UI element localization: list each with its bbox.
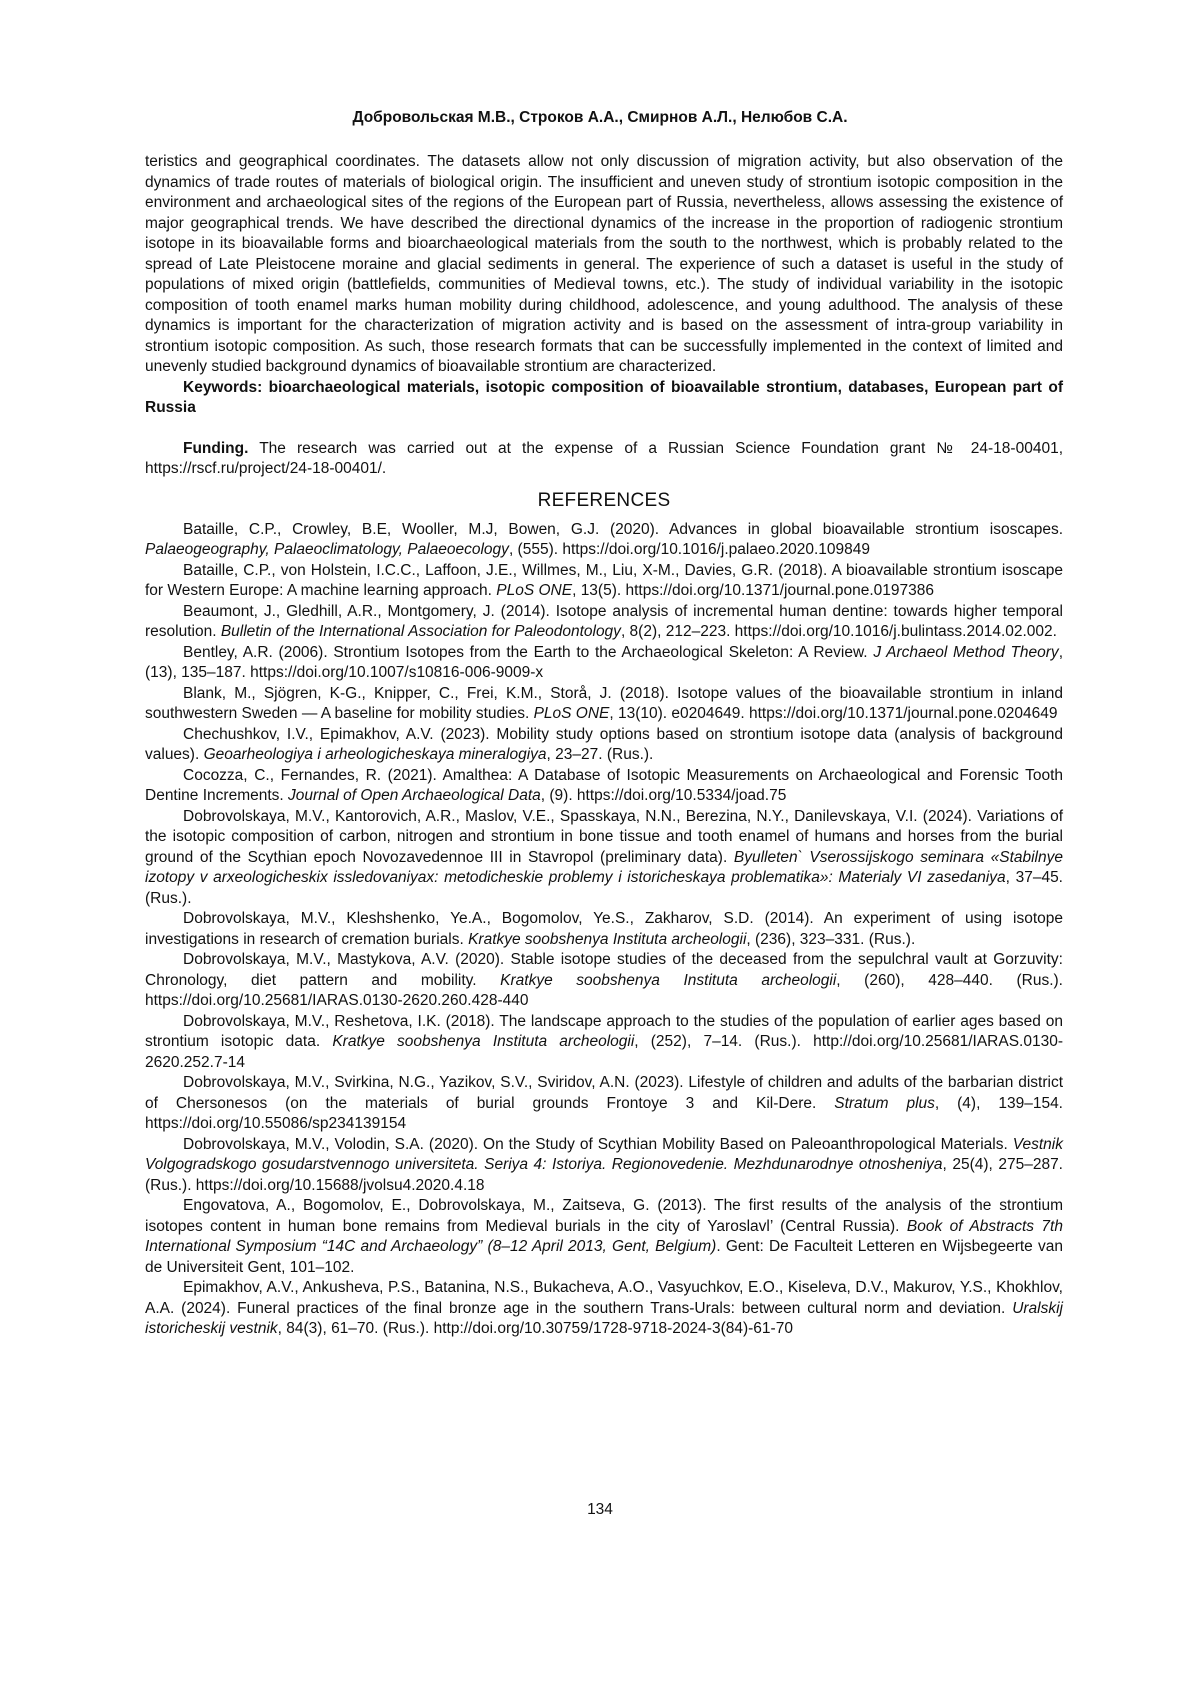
reference-entry [145, 561, 1063, 602]
reference-entry [145, 807, 1063, 910]
reference-text: Blank, M., Sjögren, K-G., Knipper, C., Frei, K.M., Storå, J. (2018). Isotope values of the bioavailable strontium in inland southwestern Sweden — A baseline for mobility studies. [145, 684, 1063, 722]
reference-entry [145, 1073, 1063, 1135]
reference-entry [145, 1278, 1063, 1340]
reference-entry [145, 602, 1063, 643]
reference-source-title: Kratkye soobshenya Instituta archeologii [468, 930, 747, 948]
funding-text: The research was carried out at the expense of a Russian Science Foundation grant № 24-18-00401, https://rscf.ru/project/24-18-00401/. [145, 439, 1063, 477]
reference-source-title: Uralskij istoricheskij vestnik [145, 1299, 1063, 1337]
reference-entry [145, 766, 1063, 807]
reference-details: , 84(3), 61–70. (Rus.). http://doi.org/10.30759/1728-9718-2024-3(84)-61-70 [277, 1320, 793, 1337]
reference-text: Dobrovolskaya, M.V., Mastykova, A.V. (2020). Stable isotope studies of the deceased from the sepulchral vault at Gorzuvity: Chronology, diet pattern and mobility. [145, 951, 1063, 989]
reference-source-title: Byulleten` Vserossijskogo seminara «Stabilnye izotopy v arxeologicheskix issledovaniyax: metodicheskie problemy i istoricheskaya problematika»: Materialy VI zasedaniya [145, 848, 1063, 886]
reference-details: , (13), 135–187. https://doi.org/10.1007/s10816-006-9009-x [145, 643, 1063, 681]
abstract-continuation: teristics and geographical coordinates. The datasets allow not only discussion of migration activity, but also observation of the dynamics of trade routes of materials of biological origin. The insufficient and uneven study of strontium isotopic composition in the environment and archaeological sites of the regions of the European part of Russia, nevertheless, allows assessing the existence of major geographical trends. We have described the directional dynamics of the increase in the proportion of radiogenic strontium isotope in its bioavailable forms and bioarchaeological materials from the south to the northwest, which is probably related to the spread of Late Pleistocene moraine and glacial sediments in general. The experience of such a dataset is useful in the study of populations of mixed origin (battlefields, communities of Medieval towns, etc.). The study of individual variability in the isotopic composition of tooth enamel marks human mobility during childhood, adolescence, and young adulthood. The analysis of these dynamics is important for the characterization of migration activity and is based on the assessment of intra-group variability in strontium isotopic composition. As such, those research formats that can be successfully implemented in the context of limited and unevenly studied background dynamics of bioavailable strontium are characterized. [145, 153, 1063, 375]
reference-details: , (252), 7–14. (Rus.). http://doi.org/10.25681/IARAS.0130-2620.252.7-14 [145, 1033, 1063, 1071]
reference-source-title: Kratkye soobshenya Instituta archeologii [332, 1033, 635, 1050]
reference-details: , 23–27. (Rus.). [546, 746, 654, 763]
reference-source-title: Palaeogeography, Palaeoclimatology, Palaeoecology [145, 541, 509, 558]
reference-details: , (236), 323–331. (Rus.). [746, 930, 916, 948]
reference-entry [145, 1196, 1063, 1278]
reference-list [145, 520, 1063, 1340]
reference-entry [145, 1012, 1063, 1074]
reference-details: , (555). https://doi.org/10.1016/j.palaeo.2020.109849 [508, 541, 871, 558]
reference-details: , 8(2), 212–223. https://doi.org/10.1016/j.bulintass.2014.02.002. [620, 623, 1057, 640]
page-content [145, 152, 1063, 1340]
reference-source-title: J Archaeol Method Theory [873, 643, 1059, 661]
reference-source-title: Stratum plus [834, 1094, 935, 1112]
reference-entry [145, 725, 1063, 766]
reference-source-title: Geoarheologiya i arheologicheskaya mineralogiya [203, 746, 547, 763]
reference-entry [145, 909, 1063, 950]
running-head-authors: Добровольская М.В., Строков А.А., Смирнов А.Л., Нелюбов С.А. [352, 109, 848, 126]
reference-entry [145, 684, 1063, 725]
reference-text: Bentley, A.R. (2006). Strontium Isotopes from the Earth to the Archaeological Skeleton: A Review. [183, 643, 874, 661]
references-heading: REFERENCES [537, 489, 671, 511]
reference-entry [145, 643, 1063, 684]
reference-text: Dobrovolskaya, M.V., Kantorovich, A.R., Maslov, V.E., Spasskaya, N.N., Berezina, N.Y., Danilevskaya, V.I. (2024). Variations of the isotopic composition of carbon, nitrogen and strontium in bone tissue and tooth enamel of humans and horses from the burial ground of the Scythian epoch Novozavedennoe III in Stavropol (preliminary data). [145, 807, 1063, 866]
reference-text: Dobrovolskaya, M.V., Reshetova, I.K. (2018). The landscape approach to the studies of the population of earlier ages based on strontium isotopic data. [145, 1012, 1063, 1050]
reference-source-title: Book of Abstracts 7th International Symposium “14C and Archaeology” (8–12 April 2013, Gent, Belgium) [145, 1217, 1063, 1255]
reference-details: , (260), 428–440. (Rus.). https://doi.org/10.25681/IARAS.0130-2620.260.428-440 [145, 971, 1063, 1009]
reference-source-title: Vestnik Volgogradskogo gosudarstvennogo universiteta. Seriya 4: Istoriya. Regionovedenie. Mezhdunarodnye otnosheniya [145, 1135, 1063, 1173]
reference-source-title: Journal of Open Archaeological Data [288, 787, 541, 804]
reference-text: Engovatova, A., Bogomolov, E., Dobrovolskaya, M., Zaitseva, G. (2013). The first results of the analysis of the strontium isotopes content in human bone remains from Medieval burials in the city of Yaroslavl’ (Central Russia). [145, 1197, 1063, 1235]
reference-text: Bataille, C.P., Crowley, B.E, Wooller, M.J, Bowen, G.J. (2020). Advances in global bioavailable strontium isoscapes. [183, 520, 1063, 538]
reference-source-title: Kratkye soobshenya Instituta archeologii [500, 971, 837, 989]
reference-details: , (9). https://doi.org/10.5334/joad.75 [540, 787, 787, 804]
reference-text: Dobrovolskaya, M.V., Kleshshenko, Ye.A., Bogomolov, Ye.S., Zakharov, S.D. (2014). An experiment of using isotope investigations in research of cremation burials. [145, 910, 1063, 948]
reference-text: Bataille, C.P., von Holstein, I.C.C., Laffoon, J.E., Willmes, M., Liu, X-M., Davies, G.R. (2018). A bioavailable strontium isoscape for Western Europe: A machine learning approach. [145, 561, 1063, 599]
reference-text: Epimakhov, A.V., Ankusheva, P.S., Batanina, N.S., Bukacheva, A.O., Vasyuchkov, E.O., Kiseleva, D.V., Makurov, Y.S., Khokhlov, A.A. (2024). Funeral practices of the final bronze age in the southern Trans-Urals: between cultural norm and deviation. [145, 1279, 1063, 1317]
reference-source-title: Bulletin of the International Association for Paleodontology [220, 623, 621, 640]
reference-text: Dobrovolskaya, M.V., Volodin, S.A. (2020). On the Study of Scythian Mobility Based on Paleoanthropological Materials. [183, 1135, 1013, 1153]
reference-details: , 13(10). e0204649. https://doi.org/10.1371/journal.pone.0204649 [609, 705, 1058, 722]
keywords: Keywords: bioarchaeological materials, isotopic composition of bioavailable strontium, databases, European part of Russia [145, 378, 1063, 416]
reference-source-title: PLoS ONE [533, 705, 610, 722]
reference-text: Cocozza, C., Fernandes, R. (2021). Amalthea: A Database of Isotopic Measurements on Archaeological and Forensic Tooth Dentine Increments. [145, 766, 1063, 804]
reference-details: . Gent: De Faculteit Letteren en Wijsbegeerte van de Universiteit Gent, 101–102. [145, 1238, 1063, 1276]
page-number: 134 [587, 1501, 613, 1518]
reference-details: , 13(5). https://doi.org/10.1371/journal.pone.0197386 [572, 582, 935, 599]
reference-text: Chechushkov, I.V., Epimakhov, A.V. (2023). Mobility study options based on strontium isotope data (analysis of background values). [145, 725, 1063, 763]
reference-details: , 37–45. (Rus.). [145, 869, 1063, 907]
funding-statement [145, 439, 1063, 480]
reference-details: , (4), 139–154. https://doi.org/10.55086/sp234139154 [145, 1094, 1063, 1132]
reference-entry [145, 520, 1063, 561]
reference-text: Beaumont, J., Gledhill, A.R., Montgomery, J. (2014). Isotope analysis of incremental human dentine: towards higher temporal resolution. [145, 602, 1063, 640]
reference-text: Dobrovolskaya, M.V., Svirkina, N.G., Yazikov, S.V., Sviridov, A.N. (2023). Lifestyle of children and adults of the barbarian district of Chersonesos (on the materials of burial grounds Frontoye 3 and Kil-Dere. [145, 1074, 1063, 1112]
reference-entry [145, 1135, 1063, 1197]
reference-entry [145, 950, 1063, 1012]
funding-label: Funding. [183, 439, 249, 457]
reference-details: , 25(4), 275–287. (Rus.). https://doi.org/10.15688/jvolsu4.2020.4.18 [145, 1156, 1063, 1194]
reference-source-title: PLoS ONE [496, 582, 573, 599]
